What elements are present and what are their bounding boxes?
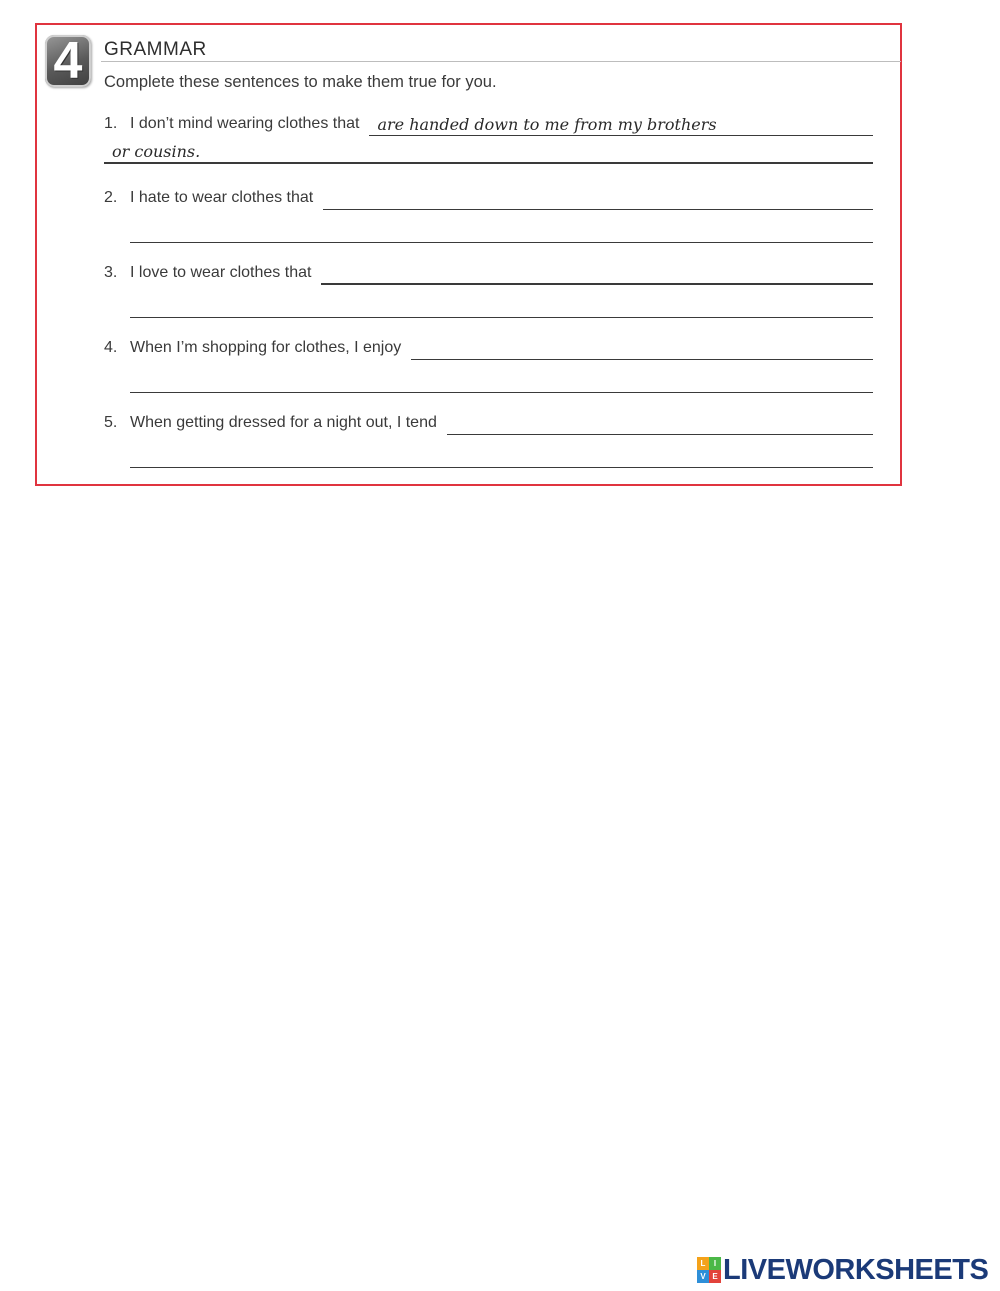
answer-text: are handed down to me from my brothers xyxy=(377,115,717,134)
answer-field-line-1[interactable] xyxy=(447,412,873,435)
item-prompt: I hate to wear clothes that xyxy=(130,189,314,206)
exercise-item-4 xyxy=(104,332,873,402)
answer-text: or cousins. xyxy=(112,142,201,161)
exercise-box xyxy=(35,23,902,486)
item-number: 2. xyxy=(104,189,118,206)
item-number: 4. xyxy=(104,339,118,356)
item-number: 5. xyxy=(104,414,118,431)
instructions-text: Complete these sentences to make them true for you. xyxy=(104,73,497,91)
answer-field-line-2[interactable] xyxy=(130,445,873,468)
answer-field-line-1[interactable] xyxy=(369,113,873,136)
exercise-item-5 xyxy=(104,407,873,477)
answer-field-line-1[interactable] xyxy=(411,337,873,360)
title-divider xyxy=(101,61,901,62)
exercise-item-3 xyxy=(104,257,873,327)
brand-name: LIVEWORKSHEETS xyxy=(723,1253,989,1286)
answer-field-line-2[interactable] xyxy=(130,295,873,318)
section-title: GRAMMAR xyxy=(104,39,207,60)
exercise-number: 4 xyxy=(53,32,83,90)
item-number: 3. xyxy=(104,264,118,281)
exercise-item-1 xyxy=(104,108,873,178)
answer-field-line-2[interactable] xyxy=(130,370,873,393)
liveworksheets-logo xyxy=(697,1253,988,1287)
answer-field-line-1[interactable] xyxy=(321,261,873,285)
logo-cell-l: L xyxy=(697,1257,709,1270)
item-prompt: I don’t mind wearing clothes that xyxy=(130,115,360,132)
item-prompt: When getting dressed for a night out, I tend xyxy=(130,414,437,431)
logo-cell-e: E xyxy=(709,1270,721,1283)
exercise-number-badge xyxy=(45,32,91,90)
answer-field-line-2[interactable] xyxy=(130,220,873,243)
logo-cell-v: V xyxy=(697,1270,709,1283)
item-prompt: I love to wear clothes that xyxy=(130,264,312,281)
exercise-item-2 xyxy=(104,182,873,252)
answer-field-line-1[interactable] xyxy=(323,187,873,210)
item-prompt: When I’m shopping for clothes, I enjoy xyxy=(130,339,402,356)
live-logo-icon xyxy=(697,1257,721,1283)
answer-field-line-2[interactable] xyxy=(104,140,873,164)
logo-cell-i: I xyxy=(709,1257,721,1270)
item-number: 1. xyxy=(104,115,118,132)
